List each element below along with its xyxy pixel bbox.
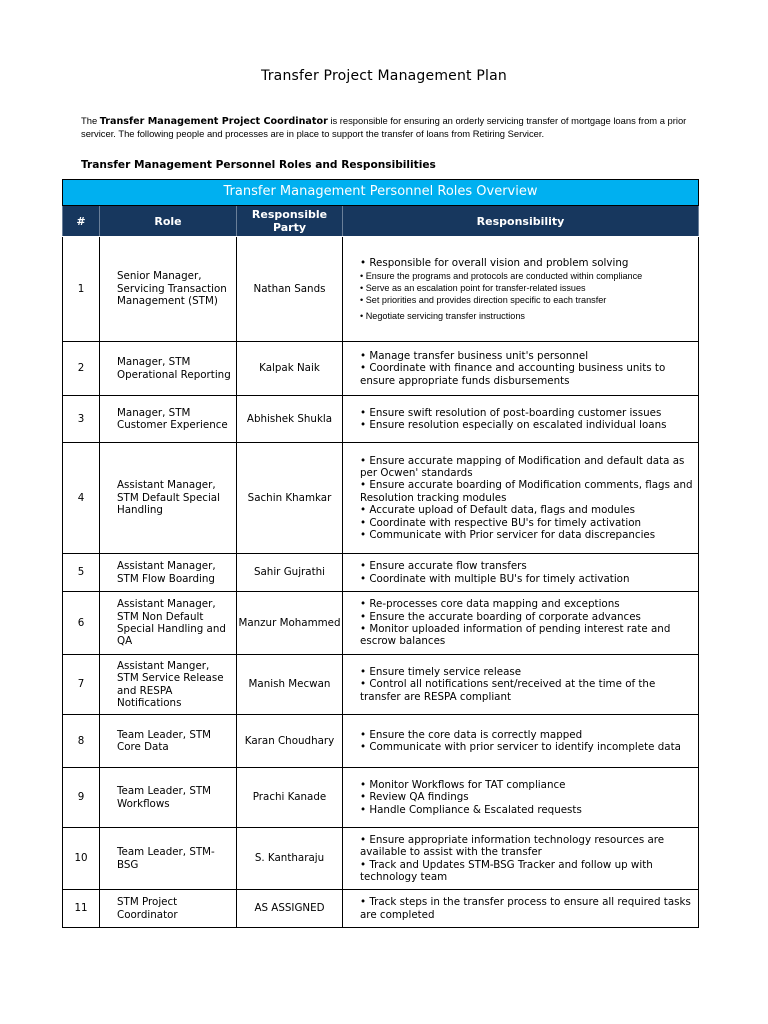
intro-paragraph [81,115,691,139]
responsibility-item: • Coordinate with respective BU's for timely activation [360,517,694,529]
table-row [63,237,699,342]
responsibility-list [360,560,694,585]
row-number: 6 [63,592,100,655]
row-responsibility [343,828,699,890]
table-row [63,828,699,890]
row-number: 7 [63,655,100,715]
row-number: 2 [63,342,100,396]
intro-prefix: The [81,115,100,126]
responsibility-item: • Responsible for overall vision and problem solving [360,257,694,270]
responsibility-list [360,666,694,703]
responsibility-item: • Ensure the core data is correctly mapped [360,729,694,741]
row-role: Team Leader, STM Workflows [100,768,237,828]
responsibility-item: • Negotiate servicing transfer instructions [360,310,694,322]
table-row [63,715,699,768]
row-responsible-party: Prachi Kanade [237,768,343,828]
responsibility-item: • Ensure resolution especially on escalated individual loans [360,419,694,431]
table-row [63,554,699,592]
responsibility-item: • Accurate upload of Default data, flags and modules [360,504,694,516]
responsibility-list [360,257,694,322]
row-number: 4 [63,443,100,554]
row-responsible-party: Manzur Mohammed [237,592,343,655]
responsibility-item: • Monitor uploaded information of pending interest rate and escrow balances [360,623,694,648]
responsibility-item: • Manage transfer business unit's personnel [360,350,694,362]
responsibility-item: • Monitor Workflows for TAT compliance [360,779,694,791]
responsibility-item: • Re-processes core data mapping and exceptions [360,598,694,610]
row-number: 3 [63,396,100,443]
row-role: Team Leader, STM-BSG [100,828,237,890]
responsibility-list [360,455,694,542]
row-responsible-party: Sahir Gujrathi [237,554,343,592]
table-row [63,396,699,443]
row-responsibility [343,768,699,828]
row-responsible-party: Nathan Sands [237,237,343,342]
row-responsible-party: Sachin Khamkar [237,443,343,554]
row-number: 8 [63,715,100,768]
responsibility-list [360,598,694,648]
responsibility-item: • Ensure the accurate boarding of corporate advances [360,611,694,623]
row-responsibility [343,655,699,715]
responsibility-item: • Control all notifications sent/received at the time of the transfer are RESPA compliant [360,678,694,703]
header-responsibility: Responsibility [343,206,699,237]
row-number: 10 [63,828,100,890]
header-role: Role [100,206,237,237]
intro-rest: is responsible for ensuring an orderly servicing transfer of mortgage loans from a prior servicer. The following people and processes are in place to support the transfer of loans from Retiring Servicer. [81,115,687,139]
responsibility-item: • Ensure appropriate information technology resources are available to assist with the transfer [360,834,694,859]
table-row [63,443,699,554]
table-row [63,768,699,828]
row-number: 11 [63,890,100,928]
responsibility-item: • Track and Updates STM-BSG Tracker and follow up with technology team [360,859,694,884]
row-responsibility [343,554,699,592]
responsibility-item: • Ensure swift resolution of post-boarding customer issues [360,407,694,419]
responsibility-list [360,729,694,754]
responsibility-list [360,834,694,884]
row-role: STM Project Coordinator [100,890,237,928]
intro-bold-term: Transfer Management Project Coordinator [99,116,328,127]
table-body [63,237,699,928]
row-responsibility [343,396,699,443]
row-responsibility [343,443,699,554]
header-num: # [63,206,100,237]
roles-table [62,179,699,928]
responsibility-list [360,407,694,432]
row-role: Manager, STM Customer Experience [100,396,237,443]
responsibility-item: • Serve as an escalation point for transfer-related issues [360,282,694,294]
row-responsible-party: S. Kantharaju [237,828,343,890]
row-responsible-party: Kalpak Naik [237,342,343,396]
table-banner: Transfer Management Personnel Roles Overview [63,180,699,206]
responsibility-list [360,896,694,921]
responsibility-item: • Ensure accurate mapping of Modification and default data as per Ocwen' standards [360,455,694,480]
row-responsible-party: Manish Mecwan [237,655,343,715]
responsibility-item: • Ensure accurate boarding of Modification comments, flags and Resolution tracking modules [360,479,694,504]
row-responsibility [343,342,699,396]
row-responsibility [343,890,699,928]
responsibility-item: • Set priorities and provides direction specific to each transfer [360,294,694,306]
row-role: Manager, STM Operational Reporting [100,342,237,396]
row-role: Assistant Manager, STM Default Special Handling [100,443,237,554]
responsibility-item: • Coordinate with multiple BU's for timely activation [360,573,694,585]
responsibility-item: • Communicate with Prior servicer for data discrepancies [360,529,694,541]
row-number: 9 [63,768,100,828]
table-row [63,592,699,655]
responsibility-list [360,779,694,816]
responsibility-item: • Coordinate with finance and accounting business units to ensure appropriate funds disbursements [360,362,694,387]
document-title: Transfer Project Management Plan [261,68,507,84]
row-role: Assistant Manager, STM Flow Boarding [100,554,237,592]
table-row [63,342,699,396]
responsibility-item: • Review QA findings [360,791,694,803]
responsibility-item: • Track steps in the transfer process to ensure all required tasks are completed [360,896,694,921]
row-role: Assistant Manager, STM Non Default Special Handling and QA [100,592,237,655]
row-responsible-party: Karan Choudhary [237,715,343,768]
responsibility-item: • Ensure the programs and protocols are conducted within compliance [360,270,694,282]
row-responsibility [343,592,699,655]
section-heading: Transfer Management Personnel Roles and Responsibilities [81,159,436,171]
row-responsibility [343,237,699,342]
responsibility-item: • Ensure timely service release [360,666,694,678]
row-number: 1 [63,237,100,342]
header-party: Responsible Party [237,206,343,237]
row-responsible-party: Abhishek Shukla [237,396,343,443]
row-role: Team Leader, STM Core Data [100,715,237,768]
responsibility-list [360,350,694,387]
row-role: Senior Manager, Servicing Transaction Management (STM) [100,237,237,342]
table-header-row [63,206,699,237]
row-responsibility [343,715,699,768]
table-row [63,890,699,928]
row-role: Assistant Manger, STM Service Release and RESPA Notifications [100,655,237,715]
responsibility-item: • Handle Compliance & Escalated requests [360,804,694,816]
row-responsible-party: AS ASSIGNED [237,890,343,928]
responsibility-item: • Communicate with prior servicer to identify incomplete data [360,741,694,753]
responsibility-item: • Ensure accurate flow transfers [360,560,694,572]
table-row [63,655,699,715]
row-number: 5 [63,554,100,592]
